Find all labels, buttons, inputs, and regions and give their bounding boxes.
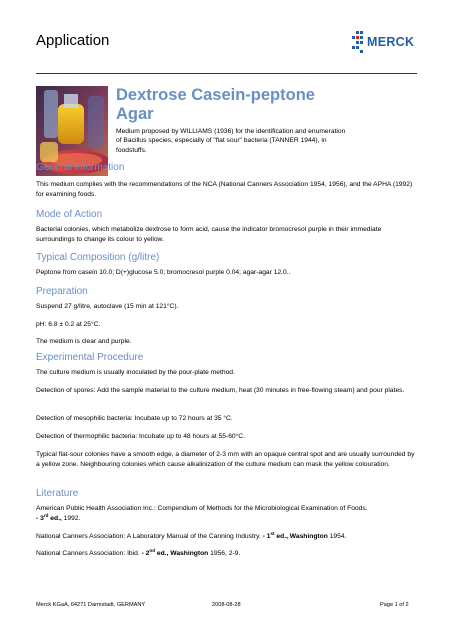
preparation-text-2: pH: 6.8 ± 0.2 at 25°C. — [36, 321, 101, 328]
literature-ref-1 — [36, 504, 417, 523]
literature-ref-2 — [36, 532, 417, 542]
preparation-text-3: The medium is clear and purple. — [36, 338, 132, 345]
main-title-line1: Dextrose Casein-peptone — [116, 86, 315, 104]
header-rule — [36, 73, 417, 74]
merck-logo — [352, 30, 422, 54]
heading-experimental-procedure: Experimental Procedure — [36, 352, 144, 363]
footer-company: Merck KGaA, 64271 Darmstadt, GERMANY — [36, 602, 146, 608]
main-title — [116, 86, 315, 124]
literature-ref-3 — [36, 549, 417, 559]
literature-ref-2-year: 1954. — [329, 533, 347, 540]
heading-typical-composition: Typical Composition (g/litre) — [36, 252, 160, 263]
heading-mode-of-action: Mode of Action — [36, 209, 103, 220]
literature-ref-2-edition: - 1st ed., Washington — [262, 530, 328, 540]
literature-ref-3-source: National Canners Association: Ibid. — [36, 550, 140, 557]
merck-logo-text: MERCK — [367, 35, 415, 49]
footer-page-number: Page 1 of 2 — [380, 602, 409, 608]
general-information-text: This medium complies with the recommendations of the NCA (National Canners Association 1954, 1956), and the APHA (1992) for examining foods. — [36, 181, 413, 198]
mode-of-action-text: Bacterial colonies, which metabolize dextrose to form acid, cause the indicator bromocresol purple in their immediate surroundings to change its colour to yellow. — [36, 226, 382, 243]
literature-ref-2-source: National Canners Association: A Laboratory Manual of the Canning Industry. — [36, 533, 261, 540]
procedure-text-4: Detection of thermophilic bacteria: Incubate up to 48 hours at 55-60°C. — [36, 433, 245, 440]
typical-composition-text: Peptone from casein 10.0; D(+)glucose 5.0; bromocresol purple 0.04; agar-agar 12.0.. — [36, 269, 291, 276]
footer-date: 2008-08-28 — [212, 602, 241, 608]
procedure-text-2: Detection of spores: Add the sample material to the culture medium, heat (30 minutes in free-flowing steam) and pour plates. — [36, 387, 405, 394]
heading-general-information: General Information — [36, 162, 125, 173]
literature-ref-3-edition: - 2nd ed., Washington — [141, 547, 209, 557]
heading-literature: Literature — [36, 488, 79, 499]
literature-ref-1-edition: - 3rd ed., — [36, 512, 62, 522]
procedure-text-5: Typical flat-sour colonies have a smooth edge, a diameter of 2-3 mm with an opaque central spot and are usually surrounded by a yellow zone. Neighbouring colonies which cause alkalinization of the culture medium can mask the yellow colouration. — [36, 451, 415, 468]
merck-logo-mark-icon — [352, 30, 366, 54]
literature-ref-1-source: American Public Health Association Inc.: Compendium of Methods for the Microbiological Examination of Foods. — [36, 505, 368, 512]
literature-ref-3-year: 1956, 2-9. — [210, 550, 241, 557]
intro-text: Medium proposed by WILLIAMS (1936) for the identification and enumeration of Bacillus species, especially of "flat sour" bacteria (TANNER 1944), in foodstuffs. — [116, 128, 346, 154]
main-title-line2: Agar — [116, 105, 154, 123]
literature-ref-1-year: 1992. — [63, 514, 81, 522]
procedure-text-1: The culture medium is usually inoculated by the pour-plate method. — [36, 369, 235, 376]
procedure-text-3: Detection of mesophilic bacteria: Incubate up to 72 hours at 35 °C. — [36, 415, 233, 422]
preparation-text-1: Suspend 27 g/litre, autoclave (15 min at 121°C). — [36, 303, 179, 310]
heading-preparation: Preparation — [36, 286, 88, 297]
header-title: Application — [36, 32, 110, 49]
